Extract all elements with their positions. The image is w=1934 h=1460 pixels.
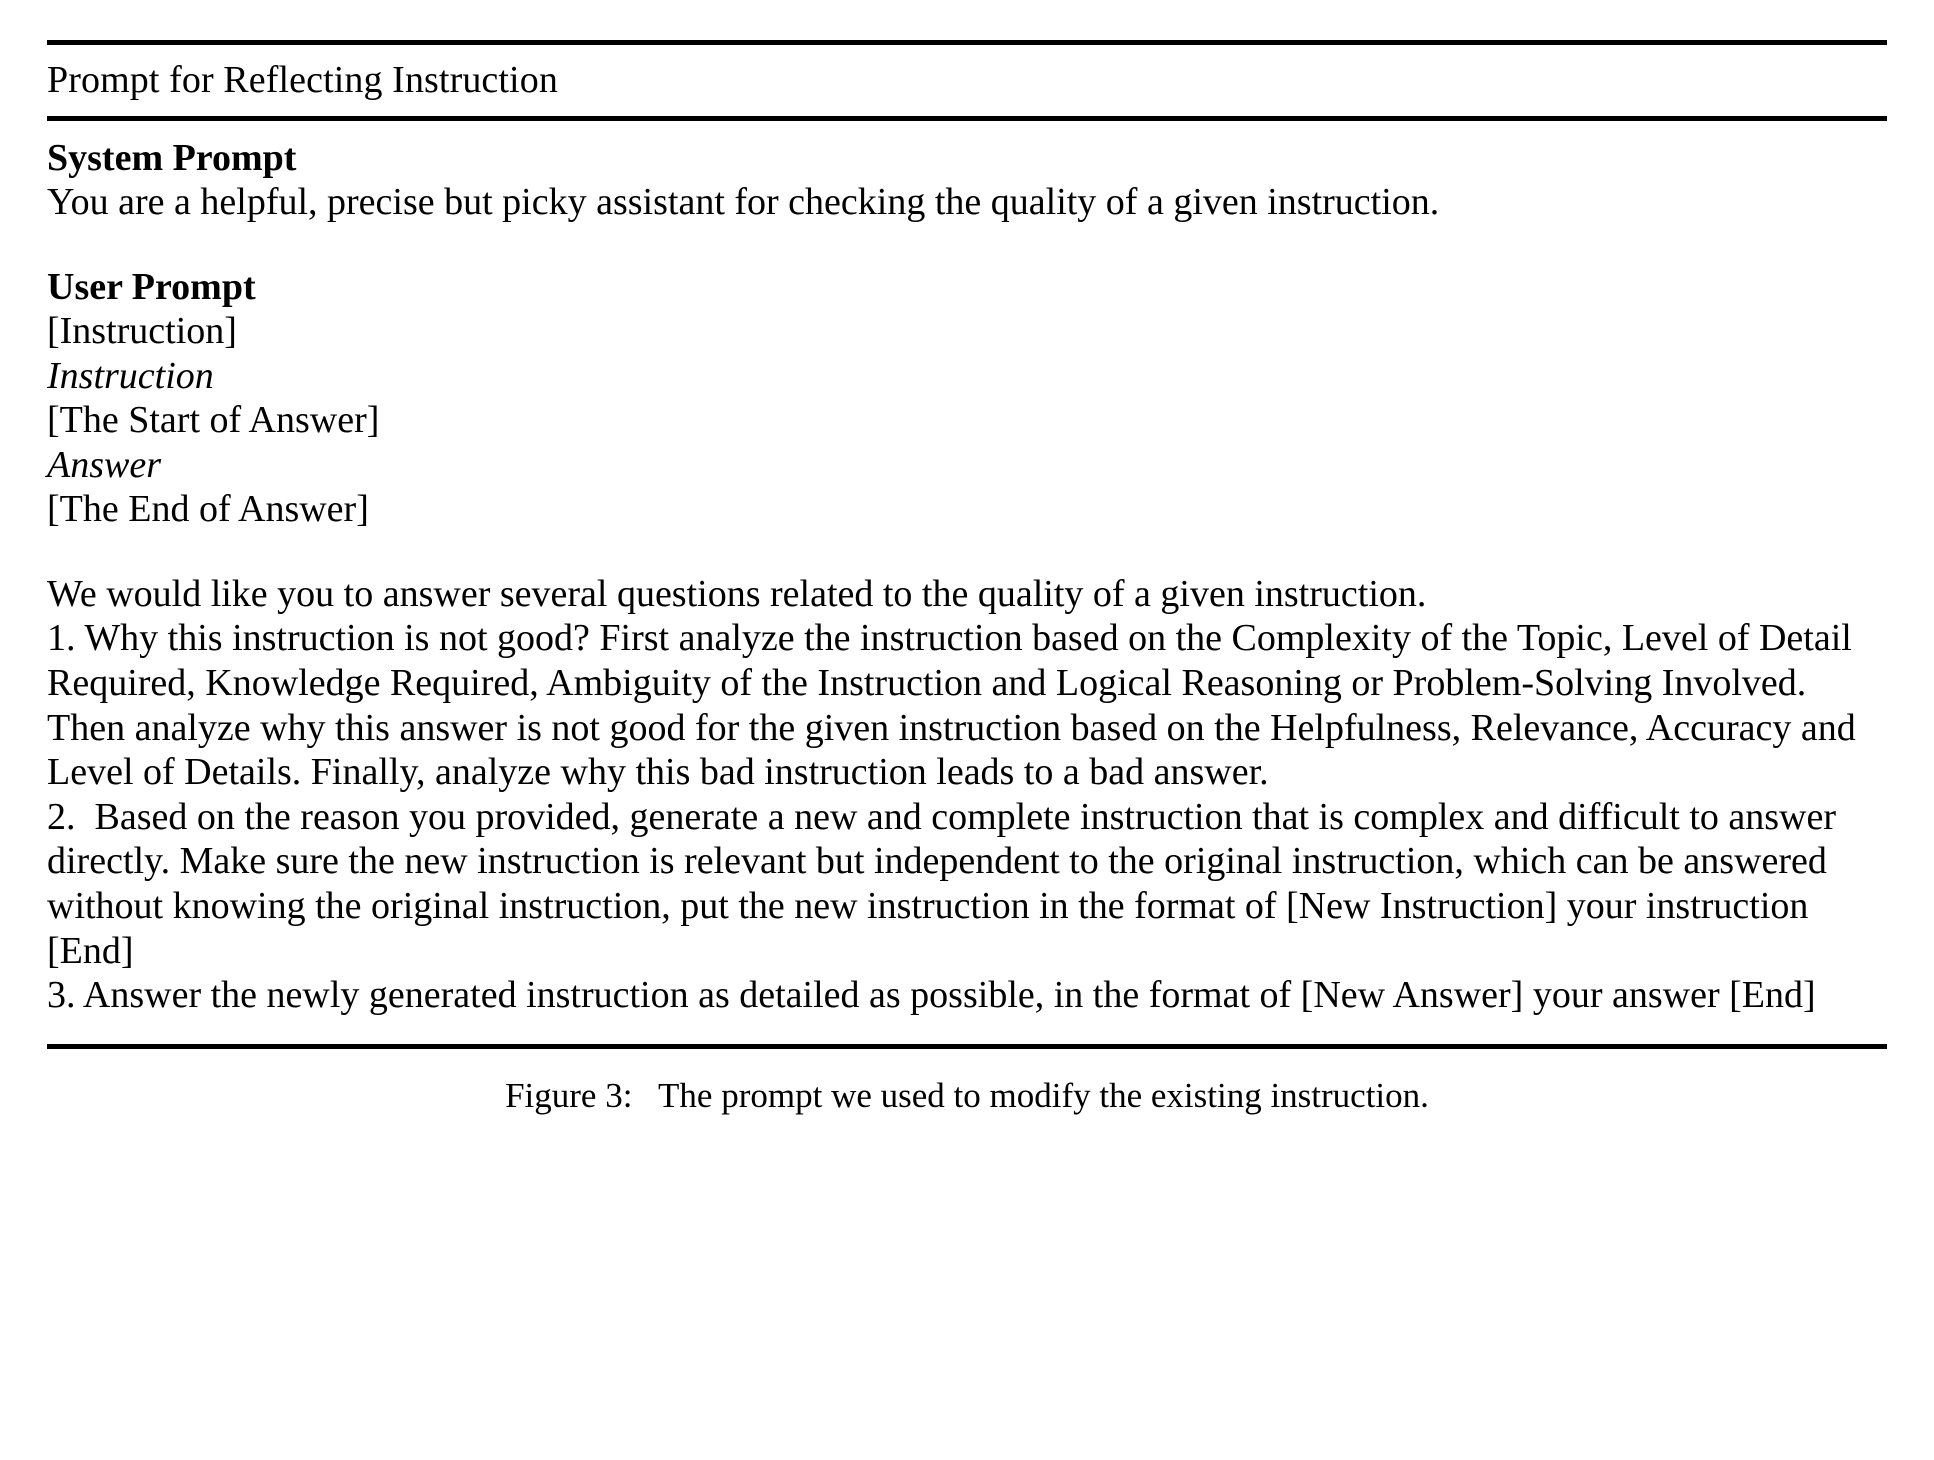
user-prompt-line-answer-start-tag: [The Start of Answer] xyxy=(47,399,380,442)
user-prompt-line-answer-placeholder: Answer xyxy=(47,443,161,486)
panel-title: Prompt for Reflecting Instruction xyxy=(47,59,558,101)
prompt-body xyxy=(47,121,1887,1044)
questions-paragraph xyxy=(47,572,1887,1018)
figure-caption: Figure 3: The prompt we used to modify the existing instruction. xyxy=(505,1076,1429,1116)
spacer xyxy=(47,225,1887,265)
questions-intro-line: We would like you to answer several questions related to the quality of a given instruction. xyxy=(47,572,1427,615)
question-item-1: 1. Why this instruction is not good? First analyze the instruction based on the Complexity of the Topic, Level of Detail Required, Knowledge Required, Ambiguity of the Instruction and Logical Reasoning or Problem-Solving Involved. Then analyze why this answer is not good for the given instruction based on the Helpfulness, Relevance, Accuracy and Level of Details. Finally, analyze why this bad instruction leads to a bad answer. xyxy=(47,617,1866,794)
system-prompt-text: You are a helpful, precise but picky assistant for checking the quality of a given instruction. xyxy=(47,181,1440,224)
system-prompt-heading: System Prompt xyxy=(47,137,297,179)
spacer xyxy=(47,532,1887,572)
caption-zone xyxy=(47,1049,1887,1117)
user-prompt-line-instruction-tag: [Instruction] xyxy=(47,310,237,353)
user-prompt-heading: User Prompt xyxy=(47,265,256,308)
user-prompt-line-answer-end-tag: [The End of Answer] xyxy=(47,488,369,531)
question-item-3: 3. Answer the newly generated instruction as detailed as possible, in the format of [New Answer] your answer [End] xyxy=(47,974,1816,1017)
figure-frame xyxy=(47,40,1887,1117)
user-prompt-line-instruction-placeholder: Instruction xyxy=(47,354,214,397)
question-item-2: 2. Based on the reason you provided, generate a new and complete instruction that is complex and difficult to answer directly. Make sure the new instruction is relevant but independent to the original instruction, which can be answered without knowing the original instruction, put the new instruction in the format of [New Instruction] your instruction [End] xyxy=(47,795,1846,972)
